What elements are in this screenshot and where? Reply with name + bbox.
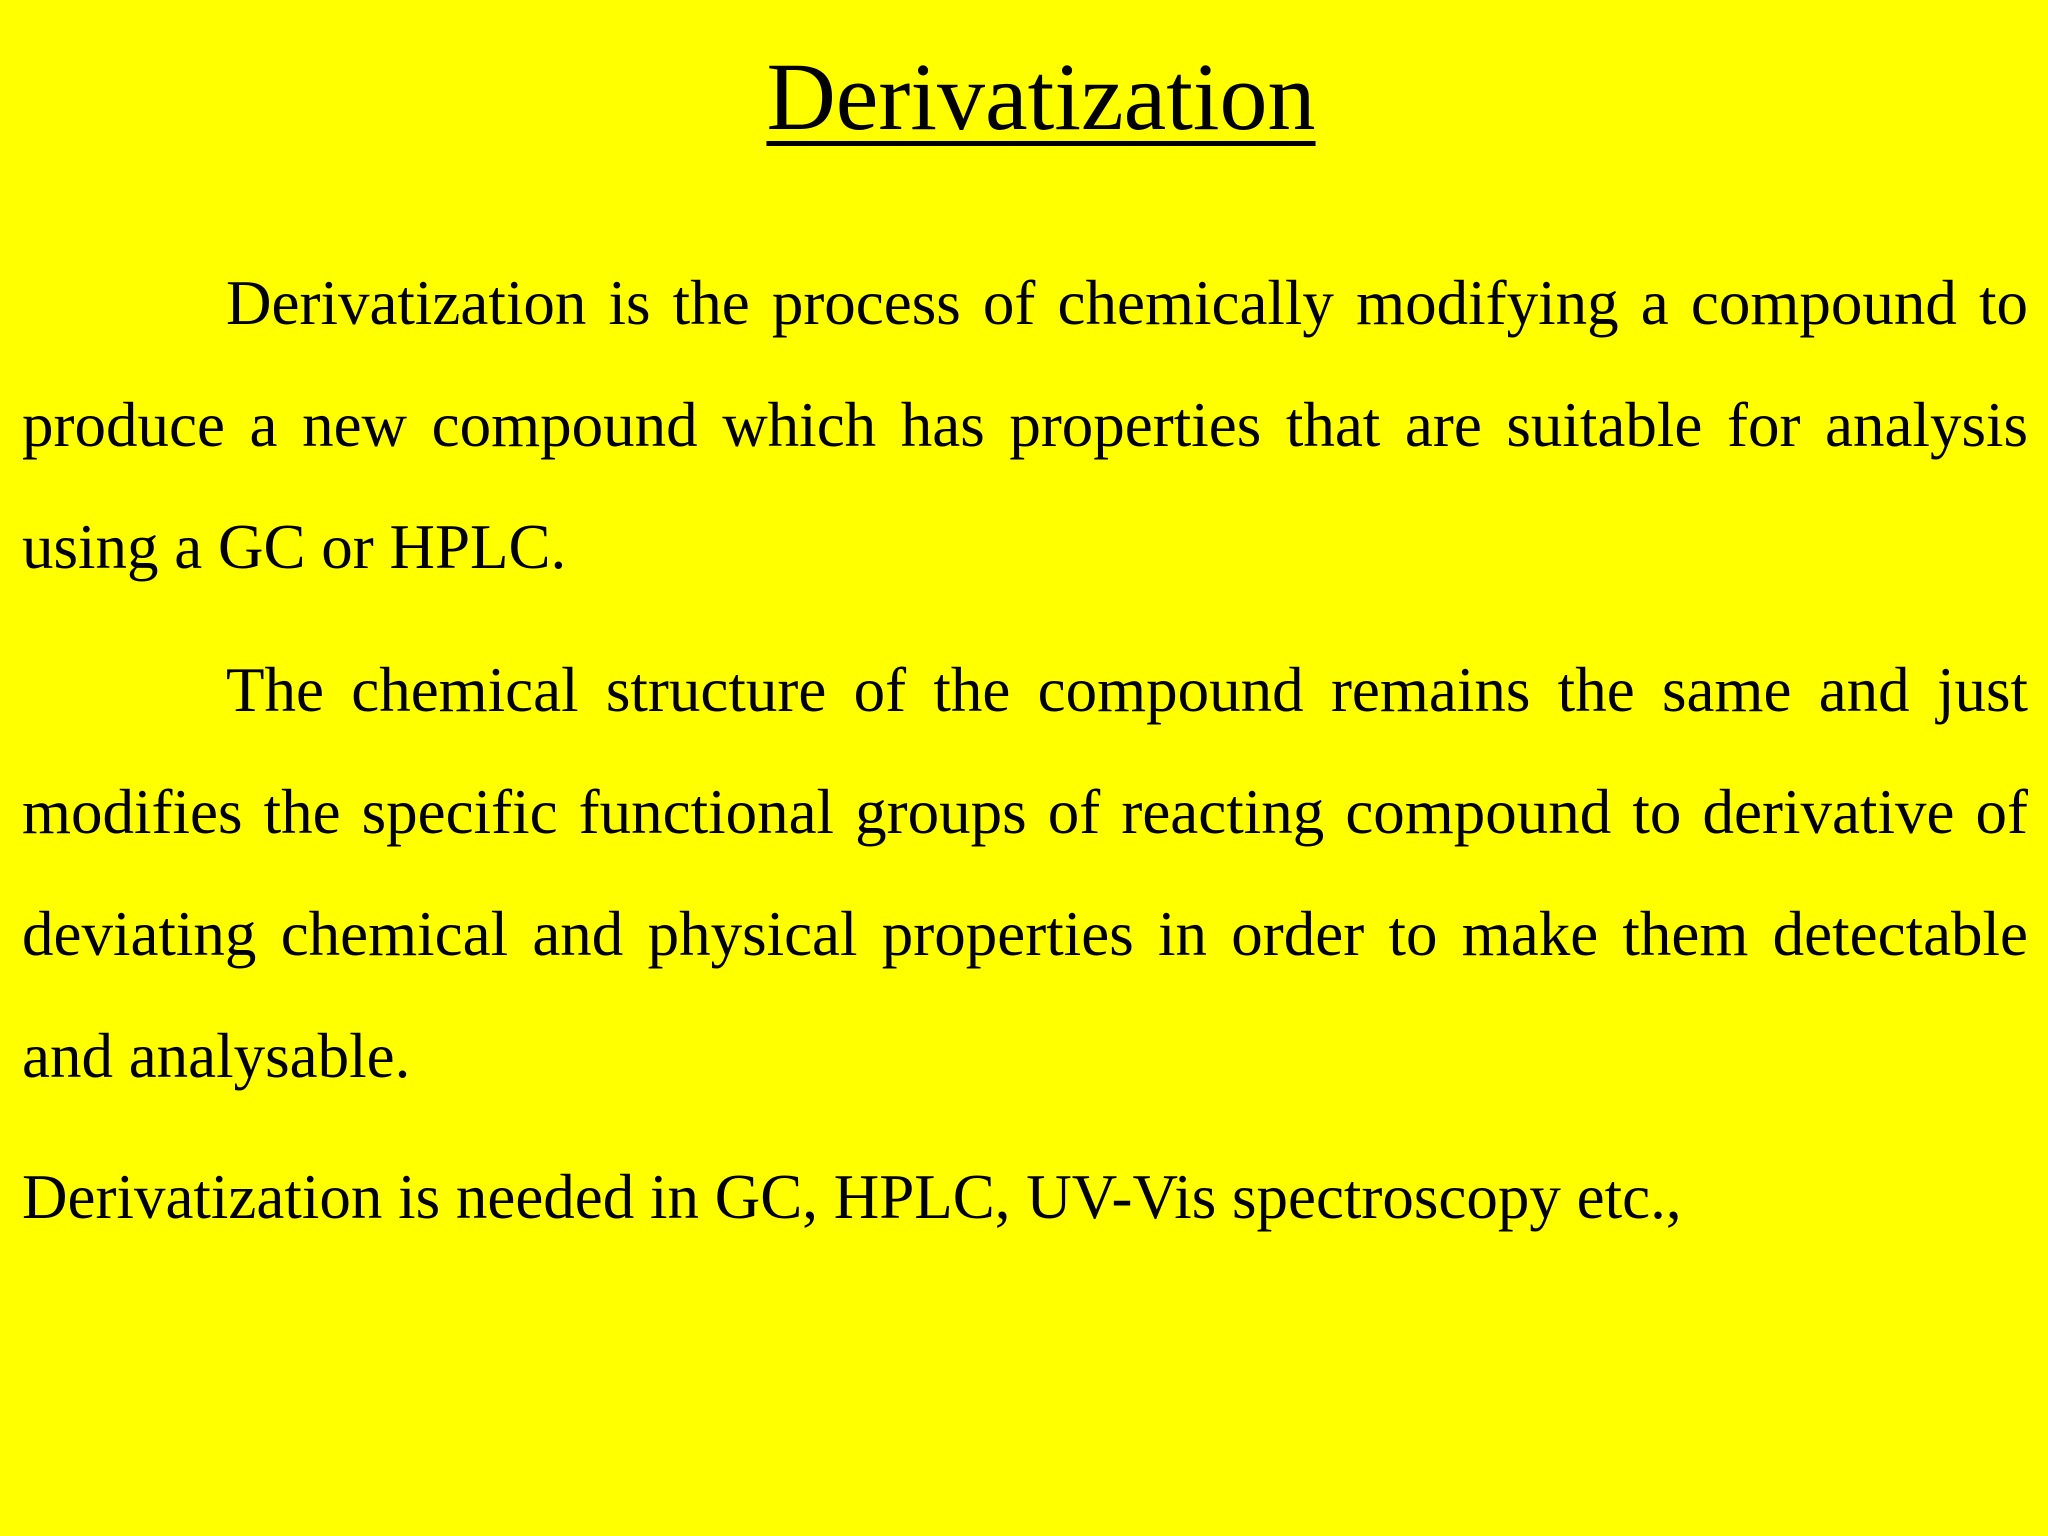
applications-paragraph: Derivatization is needed in GC, HPLC, UV-Vis spectroscopy etc.,: [22, 1162, 1682, 1232]
slide-title-text: Derivatization: [766, 43, 1316, 150]
definition-paragraph: Derivatization is the process of chemically modifying a compound to produce a new compound which has properties that are suitable for analysis using a GC or HPLC.: [22, 268, 2028, 582]
slide-title: [0, 42, 2048, 152]
structure-paragraph: The chemical structure of the compound remains the same and just modifies the specific functional groups of reacting compound to derivative of deviating chemical and physical properties in order to make them detectable and analysable.: [22, 655, 2028, 1091]
